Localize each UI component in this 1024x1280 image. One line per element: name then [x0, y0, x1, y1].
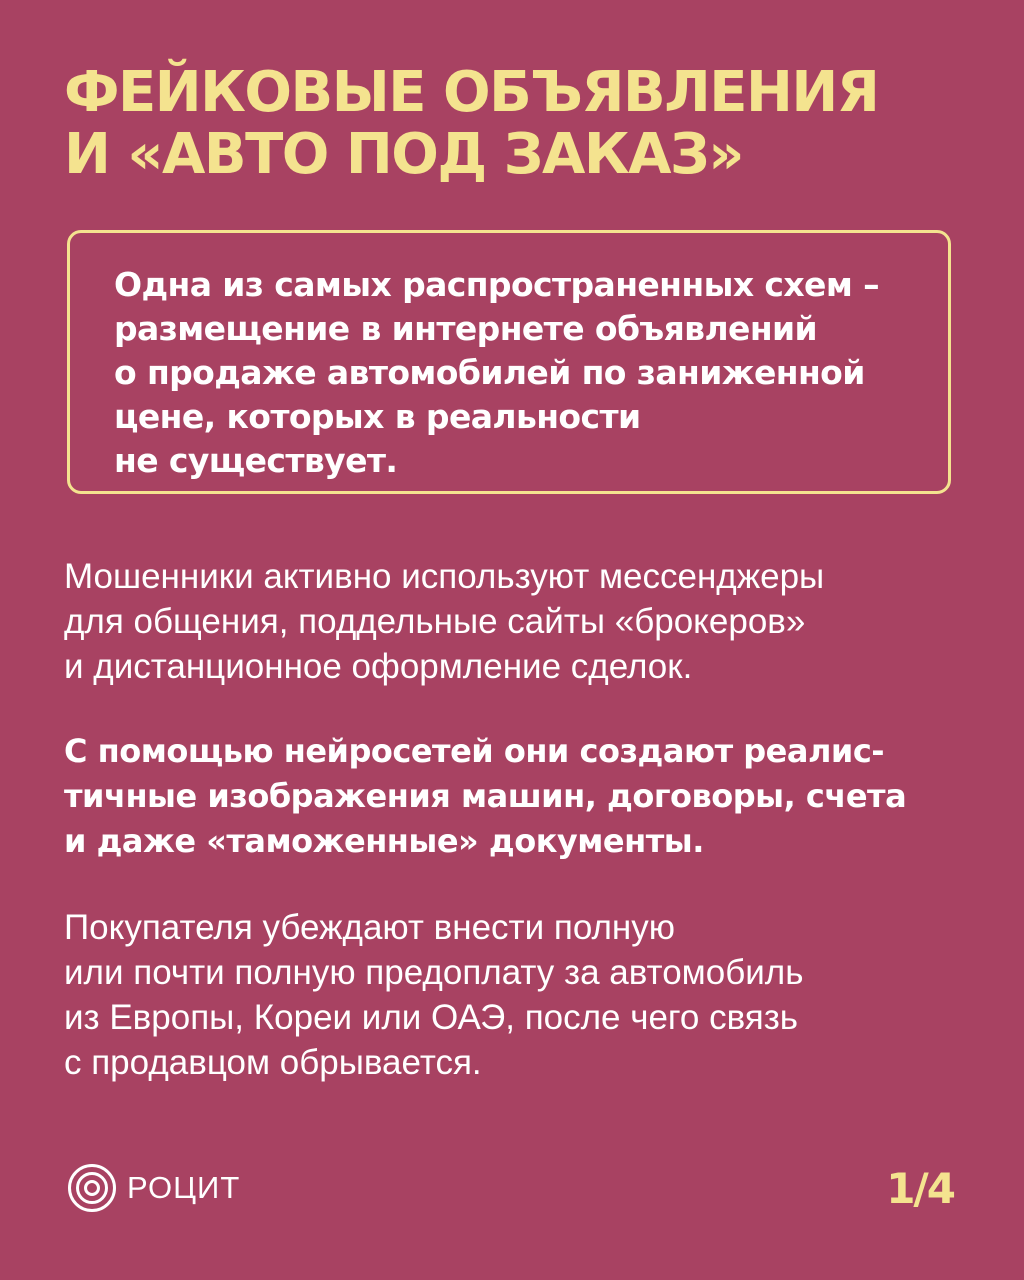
callout-line: цене, которых в реальности [114, 397, 641, 436]
title-line: ФЕЙКОВЫЕ ОБЪЯВЛЕНИЯ [64, 60, 879, 125]
concentric-circles-icon [67, 1163, 117, 1213]
paragraph-line: С помощью нейросетей они создают реалис- [64, 732, 885, 770]
callout-line: размещение в интернете объявлений [114, 309, 818, 348]
paragraph-line: и дистанционное оформление сделок. [64, 647, 693, 686]
highlight-callout-box [67, 230, 951, 494]
page-counter: 1/4 [886, 1164, 954, 1213]
paragraph-neural-networks [64, 729, 964, 864]
callout-text [114, 263, 934, 483]
paragraph-line: для общения, поддельные сайты «брокеров» [64, 602, 806, 641]
callout-line: Одна из самых распространенных схем – [114, 265, 879, 304]
paragraph-line: и даже «таможенные» документы. [64, 822, 704, 860]
paragraph-line: тичные изображения машин, договоры, счета [64, 777, 907, 815]
paragraph-prepayment [64, 905, 964, 1085]
page-title [64, 62, 964, 186]
callout-line: не существует. [114, 441, 398, 480]
paragraph-messengers [64, 554, 964, 689]
paragraph-line: Мошенники активно используют мессенджеры [64, 557, 825, 596]
brand-name: РОЦИТ [127, 1170, 241, 1205]
paragraph-line: с продавцом обрывается. [64, 1043, 482, 1082]
paragraph-line: или почти полную предоплату за автомобиль [64, 953, 804, 992]
callout-line: о продаже автомобилей по заниженной [114, 353, 865, 392]
title-line: И «АВТО ПОД ЗАКАЗ» [64, 122, 743, 187]
paragraph-line: из Европы, Кореи или ОАЭ, после чего связь [64, 998, 799, 1037]
paragraph-line: Покупателя убеждают внести полную [64, 908, 676, 947]
brand-logo [67, 1163, 240, 1213]
